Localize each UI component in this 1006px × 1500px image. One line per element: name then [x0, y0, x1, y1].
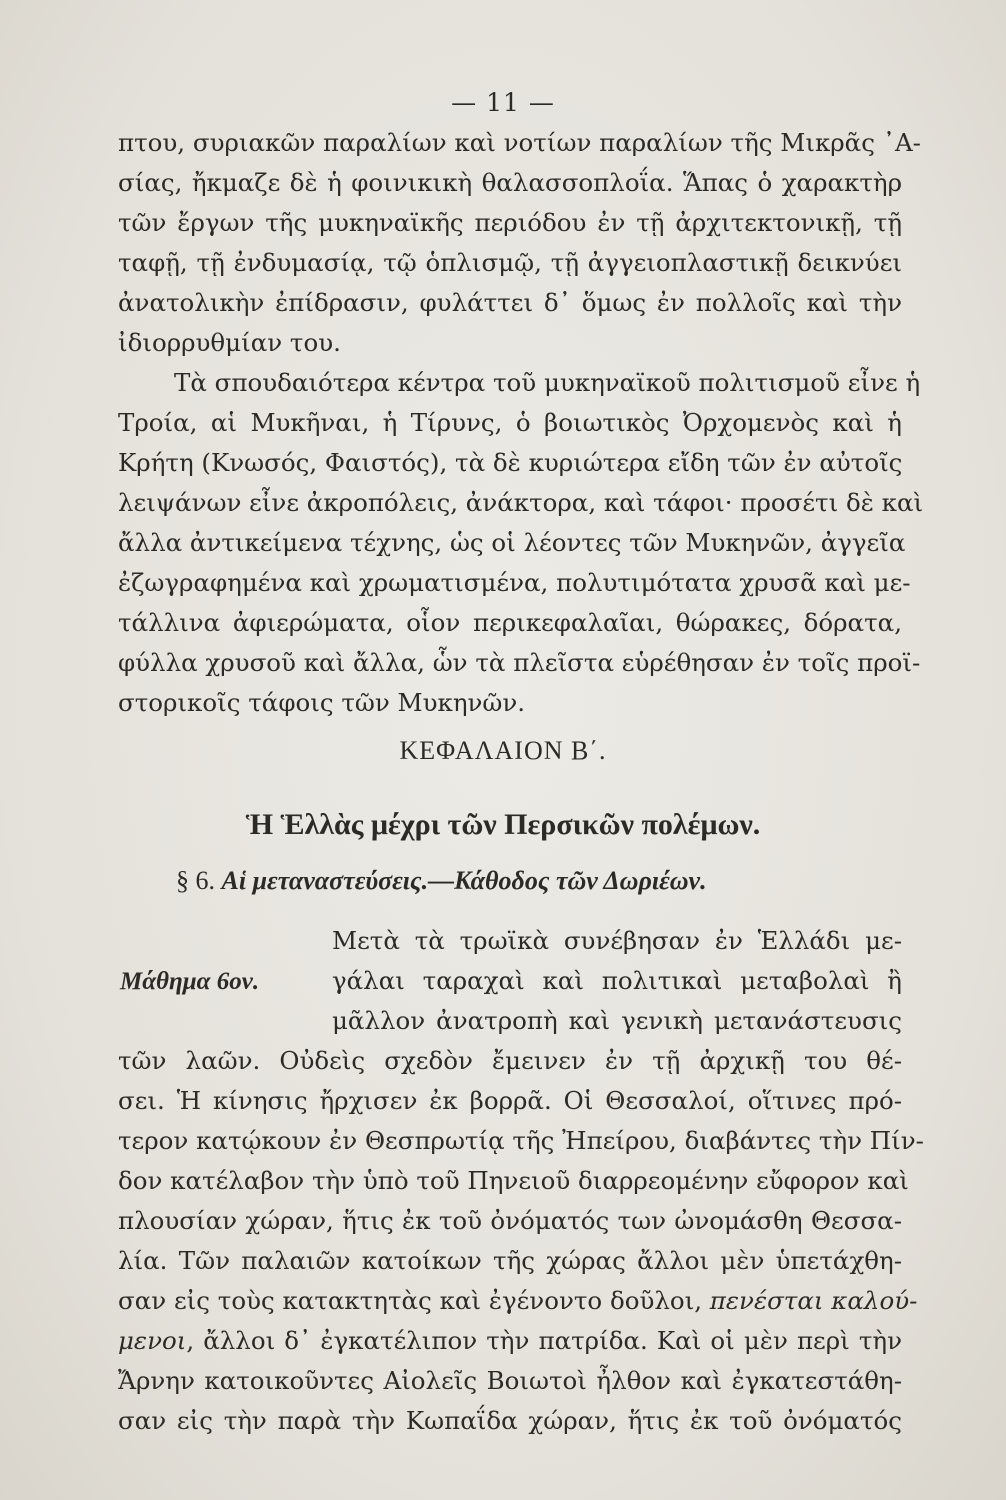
chapter-heading: ΚΕΦΑΛΑΙΟΝ Β΄.	[399, 736, 607, 765]
text-line: μᾶλλον ἀνατροπὴ καὶ γενικὴ μετανάστευσις	[332, 1006, 902, 1035]
chapter-subtitle: Ἡ Ἑλλὰς μέχρι τῶν Περσικῶν πολέμων.	[245, 808, 761, 841]
text-line: ἀνατολικὴν ἐπίδρασιν, φυλάττει δ᾿ ὅμως ἐν πολλοῖς καὶ τὴν	[118, 288, 902, 317]
section-title: Αἱ μεταναστεύσεις.—Κάθοδος τῶν Δωριέων.	[221, 866, 707, 895]
text-line: πτου, συριακῶν παραλίων καὶ νοτίων παραλίων τῆς Μικρᾶς ᾿Α-	[118, 128, 921, 157]
text-line: ταφῇ, τῇ ἐνδυμασίᾳ, τῷ ὁπλισμῷ, τῇ ἀγγειοπλαστικῇ δεικνύει	[118, 248, 902, 277]
text-line: σίας, ἤκμαζε δὲ ἡ φοινικικὴ θαλασσοπλοΐα. Ἅπας ὁ χαρακτὴρ	[118, 168, 902, 197]
text-line: πλουσίαν χώραν, ἥτις ἐκ τοῦ ὀνόματός των ὠνομάσθη Θεσσα-	[118, 1206, 902, 1235]
text-line: σαν εἰς τοὺς κατακτητὰς καὶ ἐγένοντο δοῦλοι, πενέσται καλού-	[118, 1286, 918, 1315]
text-line: Μετὰ τὰ τρωϊκὰ συνέβησαν ἐν Ἑλλάδι με-	[332, 926, 902, 955]
text-line: ἰδιορρυθμίαν του.	[118, 328, 341, 357]
margin-note: Μάθημα 6ον.	[120, 968, 260, 995]
section-heading	[176, 866, 707, 896]
text-line: Τροία, αἱ Μυκῆναι, ἡ Τίρυνς, ὁ βοιωτικὸς Ὀρχομενὸς καὶ ἡ	[118, 408, 902, 437]
text-line: στορικοῖς τάφοις τῶν Μυκηνῶν.	[118, 688, 526, 717]
text-line: Κρήτη (Κνωσός, Φαιστός), τὰ δὲ κυριώτερα εἴδη τῶν ἐν αὐτοῖς	[118, 448, 903, 477]
text-line: σαν εἰς τὴν παρὰ τὴν Κωπαΐδα χώραν, ἥτις ἐκ τοῦ ὀνόματός	[118, 1406, 902, 1435]
text-line: ἐζωγραφημένα καὶ χρωματισμένα, πολυτιμότατα χρυσᾶ καὶ με-	[118, 568, 911, 597]
text-line: δον κατέλαβον τὴν ὑπὸ τοῦ Πηνειοῦ διαρρεομένην εὔφορον καὶ	[118, 1166, 909, 1195]
text-line: γάλαι ταραχαὶ καὶ πολιτικαὶ μεταβολαὶ ἢ	[332, 966, 902, 995]
text-line: Ἄρνην κατοικοῦντες Αἰολεῖς Βοιωτοὶ ἦλθον καὶ ἐγκατεστάθη-	[118, 1366, 902, 1395]
text-line: λειψάνων εἶνε ἀκροπόλεις, ἀνάκτορα, καὶ τάφοι· προσέτι δὲ καὶ	[118, 488, 924, 517]
text-line: τάλλινα ἀφιερώματα, οἷον περικεφαλαῖαι, θώρακες, δόρατα,	[118, 608, 902, 637]
text-line: λία. Τῶν παλαιῶν κατοίκων τῆς χώρας ἄλλοι μὲν ὑπετάχθη-	[118, 1246, 902, 1275]
text-line: Τὰ σπουδαιότερα κέντρα τοῦ μυκηναϊκοῦ πολιτισμοῦ εἶνε ἡ	[174, 368, 921, 397]
text-line: φύλλα χρυσοῦ καὶ ἄλλα, ὧν τὰ πλεῖστα εὑρέθησαν ἐν τοῖς προϊ-	[118, 648, 921, 677]
text-line: τῶν λαῶν. Οὐδεὶς σχεδὸν ἔμεινεν ἐν τῇ ἀρχικῇ του θέ-	[118, 1046, 902, 1075]
text-line: σει. Ἡ κίνησις ἤρχισεν ἐκ βορρᾶ. Οἱ Θεσσαλοί, οἵτινες πρό-	[118, 1086, 902, 1115]
section-number: § 6.	[176, 866, 215, 895]
text-line: τῶν ἔργων τῆς μυκηναϊκῆς περιόδου ἐν τῇ ἀρχιτεκτονικῇ, τῇ	[118, 208, 902, 237]
page-number: — 11 —	[451, 88, 555, 117]
text-line: ἄλλα ἀντικείμενα τέχνης, ὡς οἱ λέοντες τῶν Μυκηνῶν, ἀγγεῖα	[118, 528, 906, 557]
text-line: μενοι, ἄλλοι δ᾿ ἐγκατέλιπον τὴν πατρίδα. Καὶ οἱ μὲν περὶ τὴν	[118, 1326, 902, 1355]
text-line: τερον κατῴκουν ἐν Θεσπρωτίᾳ τῆς Ἠπείρου, διαβάντες τὴν Πίν-	[118, 1126, 924, 1155]
